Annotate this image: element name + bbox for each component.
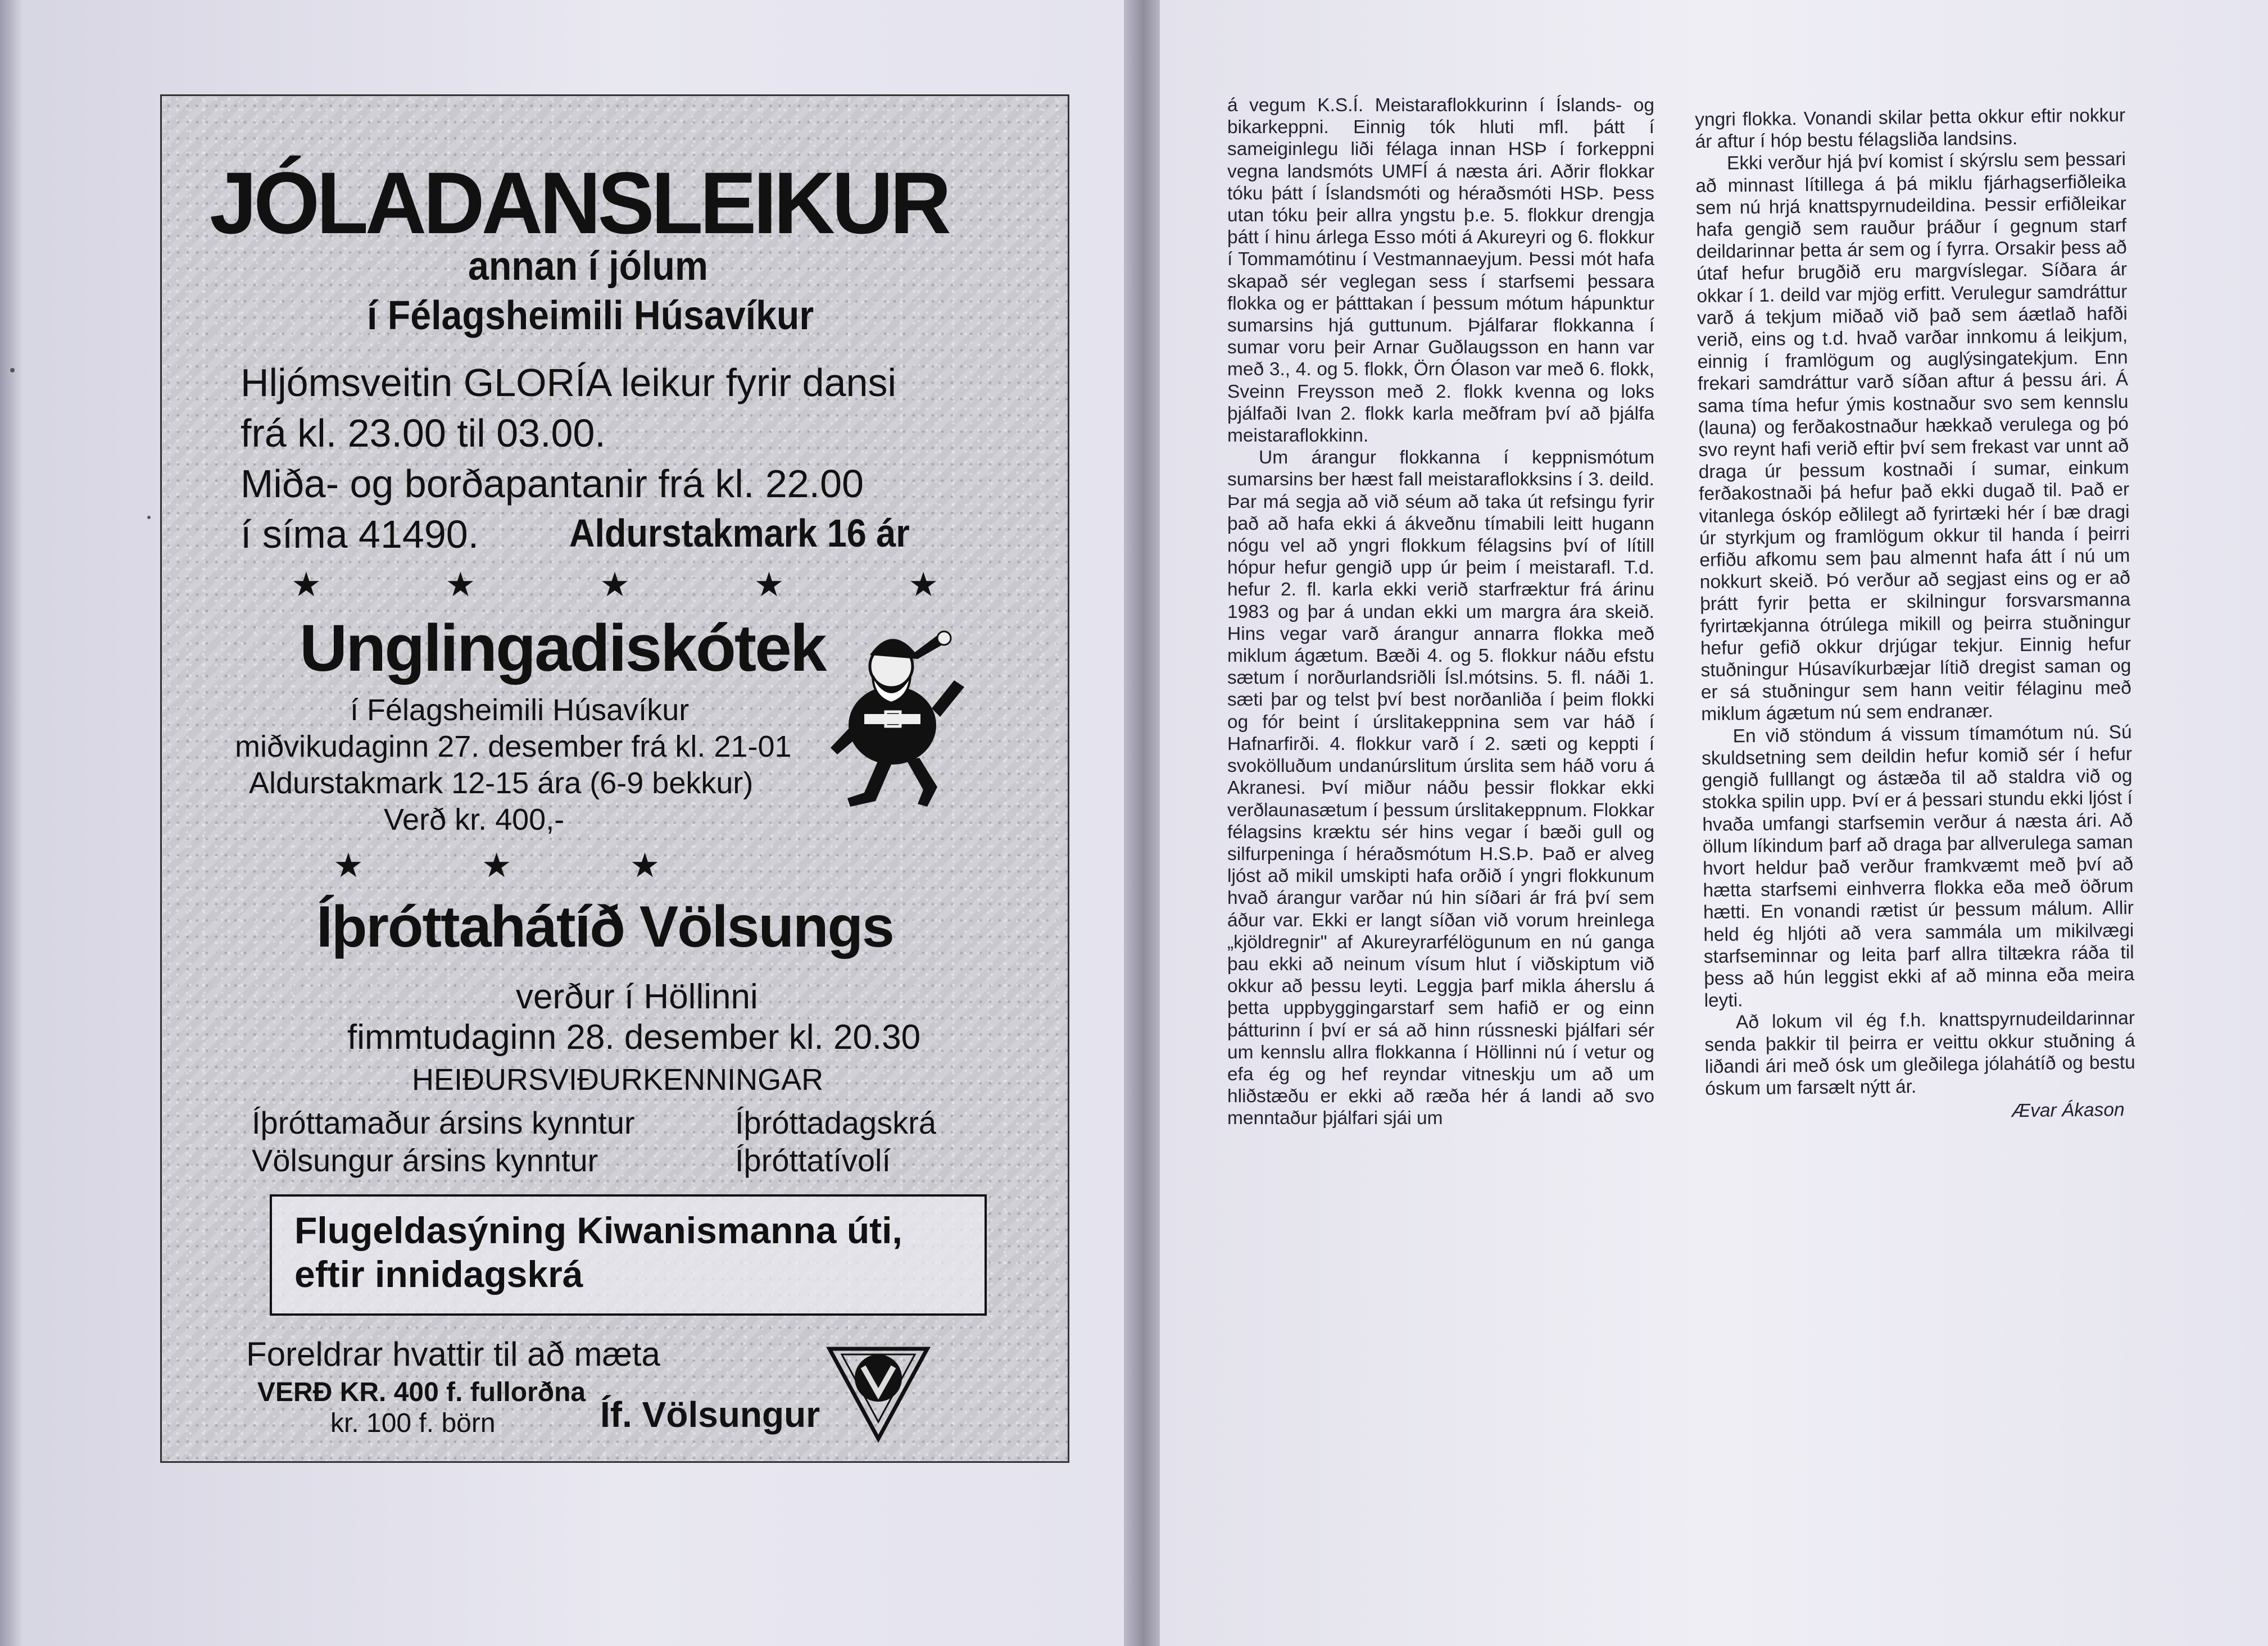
band-line: Hljómsveitin GLORÍA leikur fyrir dansi xyxy=(241,361,896,404)
disco-line: miðvikudaginn 27. desember frá kl. 21-01 xyxy=(235,730,792,763)
star-icon: ★ xyxy=(600,566,630,603)
margin-speck xyxy=(10,368,15,372)
age-limit: Aldurstakmark 16 ár xyxy=(569,511,910,555)
article-paragraph: En við stöndum á vissum tímamótum nú. Sú skuldsetning sem deildin hefur komið sér í hefur gengið fulllangt og ástæða til að staldra við og stokka spilin upp. Því er á þessari stundu ekki ljóst í hvaða umfangi starfsemin verður á næsta ári. Að öllum líkindum þarf að draga þar allverulega saman hvort heldur það verður framkvæmt með því að hætta starfsemi einhverra flokka eða með öðrum hætti. En vonandi rætist úr þessum málum. Allir held ég hljóti að vera sammála um mikilvægi starfseminnar og leita þarf allra tiltækra ráða til þess að hún leggist ekki af að minna eða meira leyti. xyxy=(1701,721,2135,1012)
disco-line: Verð kr. 400,- xyxy=(384,803,565,836)
festival-line: HEIÐURSVIÐURKENNINGAR xyxy=(412,1063,824,1097)
poster-subtitle-date: annan í jólum xyxy=(468,244,708,289)
star-icon: ★ xyxy=(445,566,476,603)
star-icon: ★ xyxy=(481,847,512,884)
band-line: frá kl. 23.00 til 03.00. xyxy=(241,411,606,455)
page-edge-shadow xyxy=(0,0,22,1646)
star-icon: ★ xyxy=(291,566,321,603)
band-line: Miða- og borðapantanir frá kl. 22.00 xyxy=(241,462,864,506)
margin-speck xyxy=(147,516,151,519)
article-paragraph: Ekki verður hjá því komist í skýrslu sem þessari að minnast lítillega á þá miklu fjárhagserfiðleika sem nú hrjá knattspyrnudeildina. Þessir erfiðleikar hafa gengið sem rauður þráður í gegnum starf deildarinnar þetta ár sem og í fyrra. Orsakir þess að útaf hefur brugðið eru margvíslegar. Síðara ár okkar í 1. deild var mjög erfitt. Verulegur samdráttur varð á tekjum miðað við það sem áætlað hafði verið, eins og t.d. hvað varðar innkomu á leikjum, einnig í framlögum og auglýsingatekjum. Enn frekari samdráttur varð síðan aftur á þessu ári. Á sama tíma hefur ýmis kostnaður svo sem kennslu (launa) og ferðakostnaður hækkað verulega og þó svo reynt hafi verið eftir því sem frekast var unnt að draga úr þessum kostnaði í sumar, einkum ferðakostnaði þá hefur það ekki dugað til. Það er vitanlega óskóp eðlilegt að fyrirtæki hér í bæ dragi úr styrkjum og framlögum okkur til handa í þeirri erfiðu afkomu sem þau almennt hafa átt í nú um nokkurt skeið. Þó verður að segjast eins og er að þrátt fyrir þetta er skilningur forsvarsmanna fyrirtækjanna ótrúlega mikill og þeirra stuðningur hefur gefið okkur drjúgar tekjur. Einnig hefur stuðningur Húsavíkurbæjar lítið dregist saman og er sá stuðningur sem hann veitir félaginu með miklum ágætum nú sem endranær. xyxy=(1695,149,2132,725)
program-item: Íþróttadagskrá xyxy=(735,1105,936,1140)
article-column-1 xyxy=(1227,94,1654,1130)
article-paragraph: Um árangur flokkanna í keppnismótum sumarsins ber hæst fall meistaraflokksins í 3. deild. Þar má segja að við séum að taka út refsingu fyrir það að hafa ekki á ákveðnu tímabili leitt hugann nógu vel að yngri flokkum félagsins því of lítill hópur hefur gengið upp úr þeim í meistarafl. T.d. hefur 2. fl. karla ekki verið starfræktur frá árinu 1983 og þar á undan ekki um margra ára skeið. Hins vegar varð árangur annarra flokka með miklum ágætum. Bæði 4. og 5. flokkur náðu efstu sætum í norðurlandsriðli Ísl.mótsins. 5. fl. náði 1. sæti þar og telst því best norðanliða í þeim flokki og fór beint í úrslitakeppnina sem var háð í Hafnarfirði. 4. flokkur varð í 2. sæti og keppti í svokölluðum undanúrslitum úrslita sem háð voru á Akranesi. Því miður náðu þessir flokkar ekki verðlaunasætum í þessum úrslitakeppnum. Flokkar félagsins kræktu sér hins vegar í bæði gull og silfurpeninga í héraðsmótum H.S.Þ. Það er alveg ljóst að mikil umskipti hafa orðið í yngri flokkunum hvað árangur varðar nú hin síðari ár frá því sem áður var. Ekki er langt síðan við vorum hreinlega „kjöldregnir" af Akureyrarfélögunum en nú ganga þau ekki að neinum vísum hlut í viðskiptum við okkur að þessu leyti. Leggja þarf mikla áherslu á þetta uppbyggingarstarf sem hafið er og einn þátturinn í því er sá að hinn rússneski þjálfari sér um kennslu allra flokkanna í Höllinni nú í vetur og efa ég og hef reyndar vitneskju um að um hliðstæðu er ekki að ræða hér á landi að svo menntaður þjálfari sjái um xyxy=(1227,447,1654,1129)
festival-title: Íþróttahátíð Völsungs xyxy=(316,894,893,960)
volsungur-logo-icon xyxy=(825,1338,932,1444)
fireworks-line: Flugeldasýning Kiwanismanna úti, xyxy=(294,1210,902,1251)
event-poster xyxy=(160,94,1069,1463)
article-paragraph: yngri flokka. Vonandi skilar þetta okkur eftir nokkur ár aftur í hóp bestu félagsliða landsins. xyxy=(1695,104,2126,153)
book-gutter xyxy=(1124,0,1160,1646)
star-divider xyxy=(162,565,1068,604)
article-paragraph: á vegum K.S.Í. Meistaraflokkurinn í Íslands- og bikarkeppni. Einnig tók hluti mfl. þátt í sameiginlegu liði félaga innan HSÞ í forkeppni vegna landsmóts UMFÍ á næsta ári. Aðrir flokkar tóku þátt í Íslandsmóti og héraðsmóti HSÞ. Þess utan tóku þeir allra yngstu þ.e. 5. flokkur drengja þátt í hinu árlega Esso móti á Akureyri og 6. flokkur í Tommamótinu í Vestmannaeyjum. Þessi mót hafa skapað sér veglegan sess í starfsemi þessara flokka og er þátttakan í þessum mótum hápunktur sumarsins hjá guttunum. Þjálfarar flokkanna í sumar voru þeir Arnar Guðlaugsson en hann var með 3., 4. og 5. flokk, Örn Ólason var með 6. flokk, Sveinn Freysson með 2. flokk kvenna og loks þjálfaði Ivan 2. flokk karla meðfram því að þjálfa meistaraflokkinn. xyxy=(1227,95,1654,447)
festival-line: verður í Höllinni xyxy=(516,977,758,1016)
left-page xyxy=(0,0,1124,1646)
star-icon: ★ xyxy=(754,566,784,603)
santa-illustration xyxy=(825,613,971,815)
article-paragraph: Að lokum vil ég f.h. knattspyrnudeildarinnar senda þakkir til þeirra er veittu okkur stuðning á liðandi ári með ósk um gleðilega jólahátíð og bestu óskum um farsælt nýtt ár. xyxy=(1704,1008,2136,1099)
program-item: Völsungur ársins kynntur xyxy=(252,1143,598,1178)
price-adults: VERÐ KR. 400 f. fullorðna xyxy=(257,1377,586,1407)
star-icon: ★ xyxy=(908,566,938,603)
price-children: kr. 100 f. börn xyxy=(330,1408,496,1438)
disco-title: Unglingadiskótek xyxy=(300,611,825,685)
fireworks-line: eftir innidagskrá xyxy=(294,1253,583,1295)
poster-subtitle-venue: í Félagsheimili Húsavíkur xyxy=(367,293,814,338)
parents-note: Foreldrar hvattir til að mæta xyxy=(246,1335,660,1373)
fireworks-box xyxy=(270,1194,987,1316)
star-icon: ★ xyxy=(629,847,660,884)
festival-line: fimmtudaginn 28. desember kl. 20.30 xyxy=(347,1018,921,1057)
star-divider xyxy=(162,846,1068,885)
poster-title: JÓLADANSLEIKUR xyxy=(210,154,949,252)
poster-signature: Íf. Völsungur xyxy=(600,1394,820,1435)
program-item: Íþróttamaður ársins kynntur xyxy=(252,1105,635,1140)
band-line: í síma 41490. xyxy=(241,512,479,556)
star-icon: ★ xyxy=(333,847,364,884)
article-column-2 xyxy=(1695,104,2136,1125)
program-item: Íþróttatívolí xyxy=(735,1143,891,1178)
disco-line: í Félagsheimili Húsavíkur xyxy=(350,693,690,727)
article-signature: Ævar Ákason xyxy=(2011,1099,2125,1122)
disco-line: Aldurstakmark 12-15 ára (6-9 bekkur) xyxy=(249,766,754,800)
